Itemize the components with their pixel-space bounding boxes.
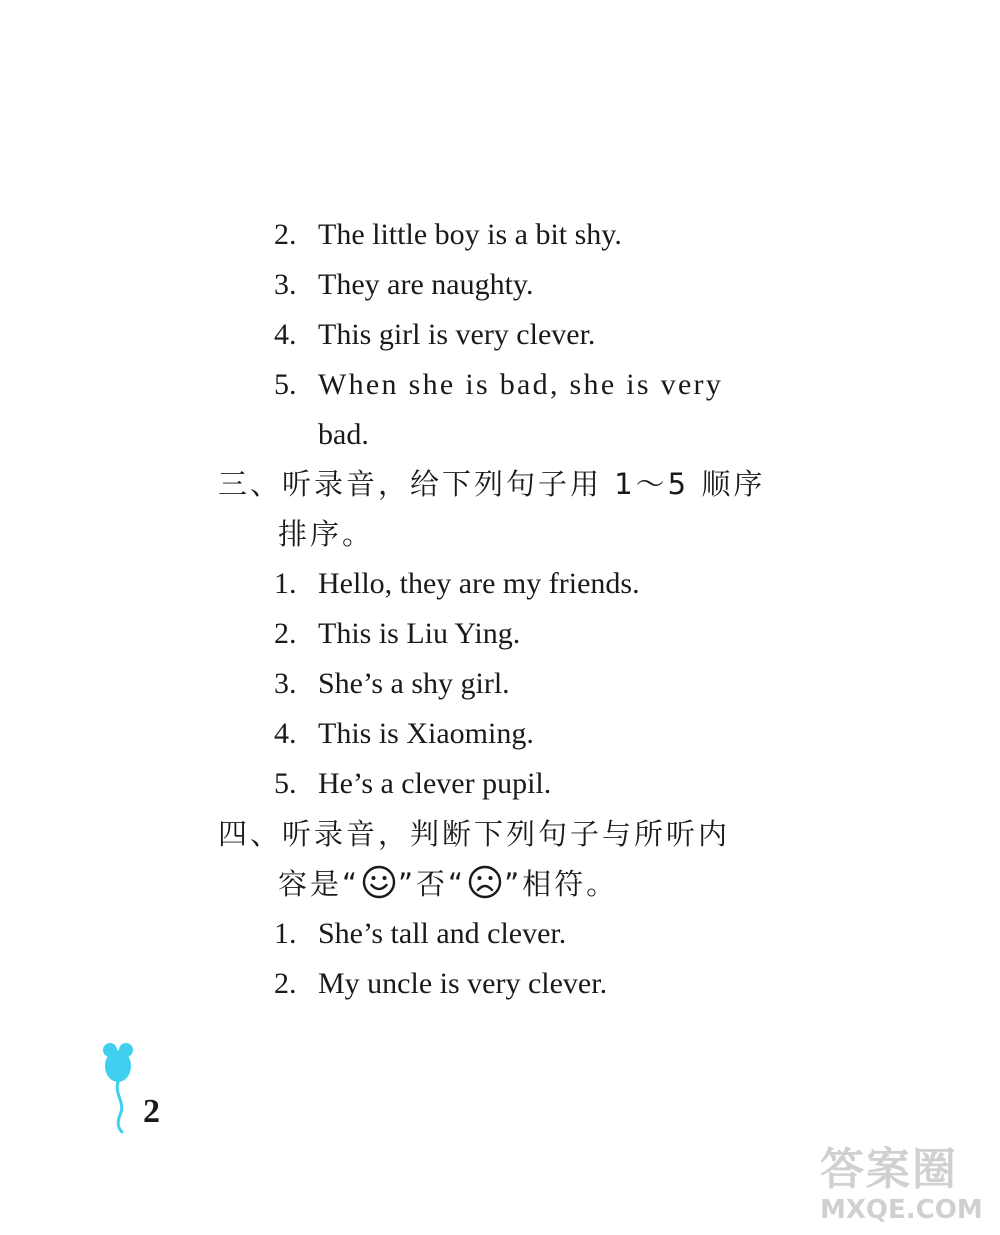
item-number: 1. [274, 567, 297, 600]
item-text: The little boy is a bit shy. [318, 218, 622, 251]
section-heading: 四、听录音，判断下列句子与所听内 [218, 817, 731, 851]
item-text: This is Liu Ying. [318, 617, 521, 650]
page-number: 2 [143, 1093, 160, 1130]
list-item [274, 764, 551, 804]
item-number: 4. [274, 717, 297, 750]
item-text: He’s a clever pupil. [318, 767, 552, 800]
item-number: 5. [274, 767, 297, 800]
list-item [274, 215, 622, 255]
item-text: This girl is very clever. [318, 318, 596, 351]
item-number: 3. [274, 667, 297, 700]
list-item [274, 714, 534, 754]
item-number: 4. [274, 318, 297, 351]
item-number: 2. [274, 218, 297, 251]
heading-text: ”相符。 [504, 867, 619, 901]
list-item [274, 564, 640, 604]
item-number: 2. [274, 967, 297, 1000]
item-text: She’s tall and clever. [318, 917, 567, 950]
item-number: 5. [274, 368, 297, 401]
list-item [274, 315, 595, 355]
list-item [274, 265, 533, 305]
item-text: This is Xiaoming. [318, 717, 534, 750]
list-item [274, 964, 607, 1004]
item-text-continuation: bad. [318, 418, 369, 451]
watermark-url: MXQE.COM [820, 1195, 983, 1225]
list-item [274, 914, 566, 954]
list-item [274, 614, 520, 654]
item-number: 3. [274, 268, 297, 301]
section-heading-continuation: 排序。 [278, 517, 375, 551]
watermark-title: 答案圈 [820, 1144, 958, 1195]
list-item [274, 365, 723, 405]
watermark [820, 1145, 983, 1225]
section-heading: 三、听录音，给下列句子用 1～5 顺序 [218, 467, 766, 501]
item-text: She’s a shy girl. [318, 667, 510, 700]
item-text: They are naughty. [318, 268, 534, 301]
item-text: Hello, they are my friends. [318, 567, 640, 600]
item-number: 2. [274, 617, 297, 650]
heading-text: 容是“ [278, 867, 361, 901]
frowning-face-icon [468, 865, 502, 909]
heading-text: ”否“ [398, 867, 467, 901]
list-item [274, 664, 510, 704]
item-number: 1. [274, 917, 297, 950]
mouse-icon [100, 1040, 140, 1140]
smiley-face-icon [362, 865, 396, 909]
section-heading-continuation [278, 864, 618, 909]
item-text: When she is bad, she is very [318, 368, 724, 401]
item-text: My uncle is very clever. [318, 967, 608, 1000]
